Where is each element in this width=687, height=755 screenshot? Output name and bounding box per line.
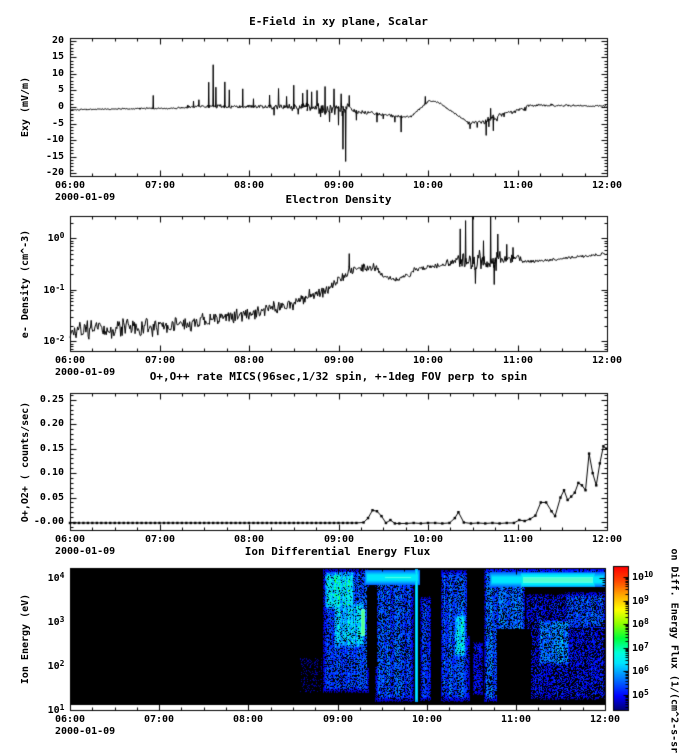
x-tick-label: 11:00 — [500, 714, 532, 725]
x-tick-label: 09:00 — [323, 534, 355, 545]
x-tick-label: 11:00 — [502, 355, 534, 366]
panel1-date-label: 2000-01-09 — [55, 192, 116, 203]
colorbar-tick-label: $10^{10}$ — [632, 570, 653, 583]
panel4-date-label: 2000-01-09 — [55, 726, 116, 737]
x-tick-label: 12:00 — [591, 534, 623, 545]
x-tick-label: 12:00 — [589, 714, 621, 725]
y-tick-label: 0.20 — [39, 418, 64, 429]
x-tick-label: 11:00 — [502, 180, 534, 191]
x-tick-label: 10:00 — [412, 355, 444, 366]
panel1-ylabel: Exy (mV/m) — [20, 76, 31, 138]
colorbar-tick-label: $10^6$ — [632, 664, 649, 677]
x-tick-label: 08:00 — [233, 534, 265, 545]
y-tick-label: 15 — [51, 51, 64, 62]
y-tick-label: $10^{-1}$ — [43, 283, 64, 296]
colorbar-title: on Diff. Energy Flux (1/(cm^2-s-sr — [668, 548, 680, 754]
x-tick-label: 07:00 — [144, 355, 176, 366]
y-tick-label: 0.05 — [39, 492, 64, 503]
x-tick-label: 07:00 — [144, 534, 176, 545]
x-tick-label: 10:00 — [412, 534, 444, 545]
x-tick-label: 09:00 — [322, 714, 354, 725]
panel4-title: Ion Differential Energy Flux — [244, 545, 431, 558]
y-tick-label: -5 — [51, 118, 64, 129]
panel3-title: O+,O++ rate MICS(96sec,1/32 spin, +-1deg FOV perp to spin — [149, 370, 528, 383]
x-tick-label: 10:00 — [412, 180, 444, 191]
x-tick-label: 07:00 — [143, 714, 175, 725]
colorbar-tick-label: $10^8$ — [632, 617, 649, 630]
x-tick-label: 09:00 — [323, 180, 355, 191]
x-tick-label: 12:00 — [591, 180, 623, 191]
y-tick-label: 5 — [57, 84, 64, 95]
y-tick-label: -0.00 — [33, 516, 64, 527]
y-tick-label: 0.15 — [39, 443, 64, 454]
panel1-title: E-Field in xy plane, Scalar — [249, 15, 428, 28]
colorbar-tick-label: $10^5$ — [632, 688, 649, 701]
x-tick-label: 08:00 — [233, 355, 265, 366]
x-tick-label: 08:00 — [232, 714, 264, 725]
y-tick-label: $10^0$ — [47, 231, 64, 244]
x-tick-label: 06:00 — [54, 180, 86, 191]
y-tick-label: 0.25 — [39, 394, 64, 405]
x-tick-label: 06:00 — [54, 355, 86, 366]
y-tick-label: -15 — [45, 151, 64, 162]
x-tick-label: 10:00 — [411, 714, 443, 725]
y-tick-label: $10^3$ — [47, 615, 64, 628]
colorbar-tick-label: $10^7$ — [632, 641, 649, 654]
y-tick-label: $10^{-2}$ — [43, 334, 64, 347]
colorbar-tick-label: $10^9$ — [632, 594, 649, 607]
y-tick-label: 0.10 — [39, 467, 64, 478]
panel4-ylabel: Ion Energy (eV) — [20, 593, 31, 685]
y-tick-label: 10 — [51, 68, 64, 79]
panel2-title: Electron Density — [285, 193, 392, 206]
x-tick-label: 07:00 — [144, 180, 176, 191]
y-tick-label: 20 — [51, 35, 64, 46]
y-tick-label: $10^1$ — [47, 703, 64, 716]
panel2-ylabel: e- Density (cm^-3) — [20, 229, 31, 338]
panel3-ylabel: O+,O2+ ( counts/sec) — [20, 401, 31, 522]
x-tick-label: 12:00 — [591, 355, 623, 366]
y-tick-label: 0 — [57, 101, 64, 112]
y-tick-label: $10^4$ — [47, 571, 64, 584]
x-tick-label: 09:00 — [323, 355, 355, 366]
x-tick-label: 06:00 — [54, 714, 86, 725]
y-tick-label: $10^2$ — [47, 659, 64, 672]
x-tick-label: 06:00 — [54, 534, 86, 545]
panel3-date-label: 2000-01-09 — [55, 546, 116, 557]
x-tick-label: 11:00 — [502, 534, 534, 545]
y-tick-label: -10 — [45, 134, 64, 145]
y-tick-label: -20 — [45, 167, 64, 178]
x-tick-label: 08:00 — [233, 180, 265, 191]
panel2-date-label: 2000-01-09 — [55, 367, 116, 378]
